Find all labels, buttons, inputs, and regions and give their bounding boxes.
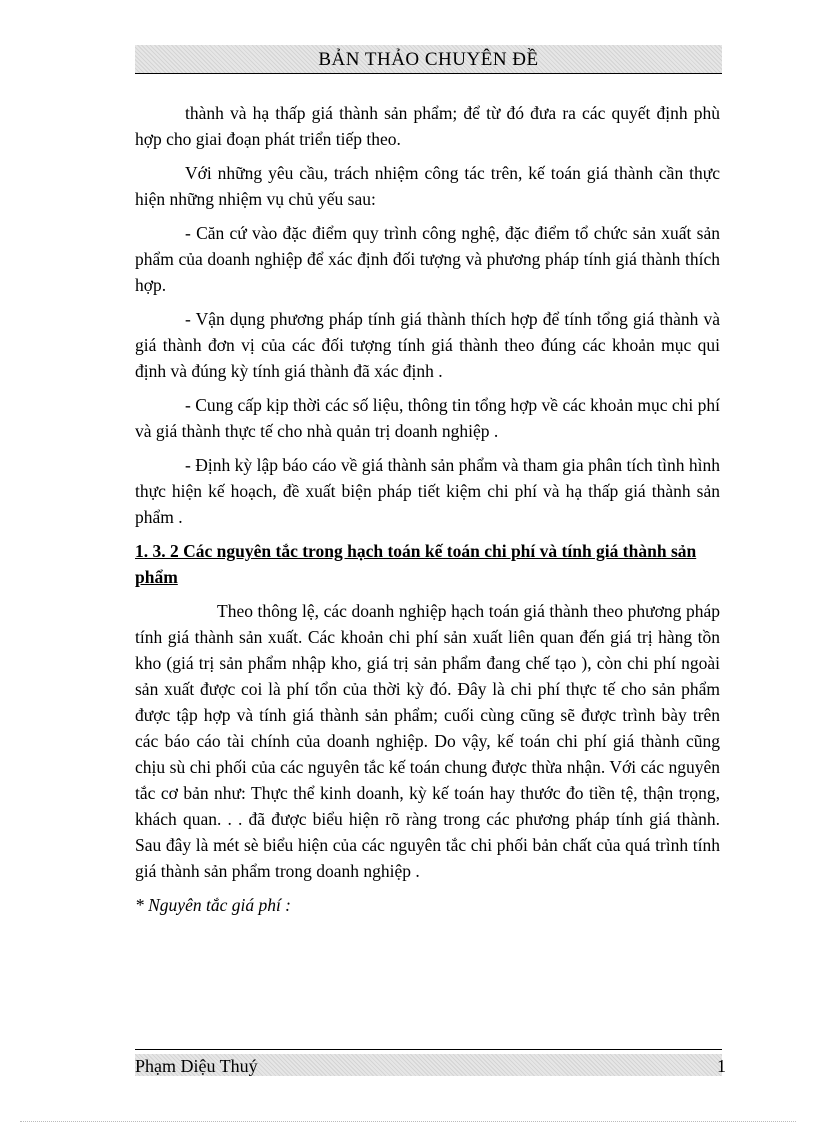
page-bottom-border — [20, 1121, 796, 1122]
page-footer — [135, 1054, 726, 1076]
task-item-2: - Vận dụng phương pháp tính giá thành thích hợp để tính tổng giá thành và giá thành đơn vị của các đối tượng tính giá thành theo đúng các khoản mục qui định và đúng kỳ tính giá thành đã xác định . — [135, 309, 720, 381]
task-item-4: - Định kỳ lập báo cáo về giá thành sản phẩm và tham gia phân tích tình hình thực hiện kế hoạch, đề xuất biện pháp tiết kiệm chi phí và hạ thấp giá thành sản phẩm . — [135, 455, 720, 527]
header-title: BẢN THẢO CHUYÊN ĐỀ — [318, 49, 539, 70]
body-paragraph: Theo thông lệ, các doanh nghiệp hạch toán giá thành theo phương pháp tính giá thành sản xuất. Các khoản chi phí sản xuất liên quan đến giá trị hàng tồn kho (giá trị sản phẩm nhập kho, giá trị sản phẩm đang chế tạo ), còn chi phí ngoài sản xuất được coi là phí tổn của thời kỳ đó. Đây là chi phí thực tế cho sản phẩm được tập hợp và tính giá thành sản phẩm; cuối cùng cũng sẽ được trình bày trên các báo cáo tài chính của doanh nghiệp. Do vậy, kế toán chi phí giá thành cũng chịu sù chi phối của các nguyên tắc kế toán chung được thừa nhận. Với các nguyên tắc cơ bản như: Thực thể kinh doanh, kỳ kế toán hay thước đo tiền tệ, thận trọng, khách quan. . . đã được biểu hiện rõ ràng trong các phương pháp tính giá thành. Sau đây là mét sè biểu hiện của các nguyên tắc chi phối bản chất của quá trình tính giá thành sản phẩm trong doanh nghiệp . — [135, 601, 720, 881]
section-heading: 1. 3. 2 Các nguyên tắc trong hạch toán kế toán chi phí và tính giá thành sản phẩm — [135, 541, 697, 587]
document-body — [135, 100, 720, 926]
header-rule — [135, 73, 722, 74]
paragraph-intro-tasks: Với những yêu cầu, trách nhiệm công tác trên, kế toán giá thành cần thực hiện những nhiệm vụ chủ yếu sau: — [135, 163, 720, 209]
task-item-3: - Cung cấp kịp thời các số liệu, thông tin tổng hợp về các khoản mục chi phí và giá thành thực tế cho nhà quản trị doanh nghiệp . — [135, 395, 720, 441]
page-header — [135, 45, 722, 73]
principle-note: * Nguyên tắc giá phí : — [135, 895, 292, 915]
task-item-1: - Căn cứ vào đặc điểm quy trình công nghệ, đặc điểm tổ chức sản xuất sản phẩm của doanh nghiệp để xác định đối tượng và phương pháp tính giá thành thích hợp. — [135, 223, 720, 295]
footer-author: Phạm Diệu Thuý — [135, 1056, 258, 1076]
page-number: 1 — [717, 1056, 726, 1076]
paragraph-continuation: thành và hạ thấp giá thành sản phẩm; để từ đó đưa ra các quyết định phù hợp cho giai đoạn phát triển tiếp theo. — [135, 103, 720, 149]
